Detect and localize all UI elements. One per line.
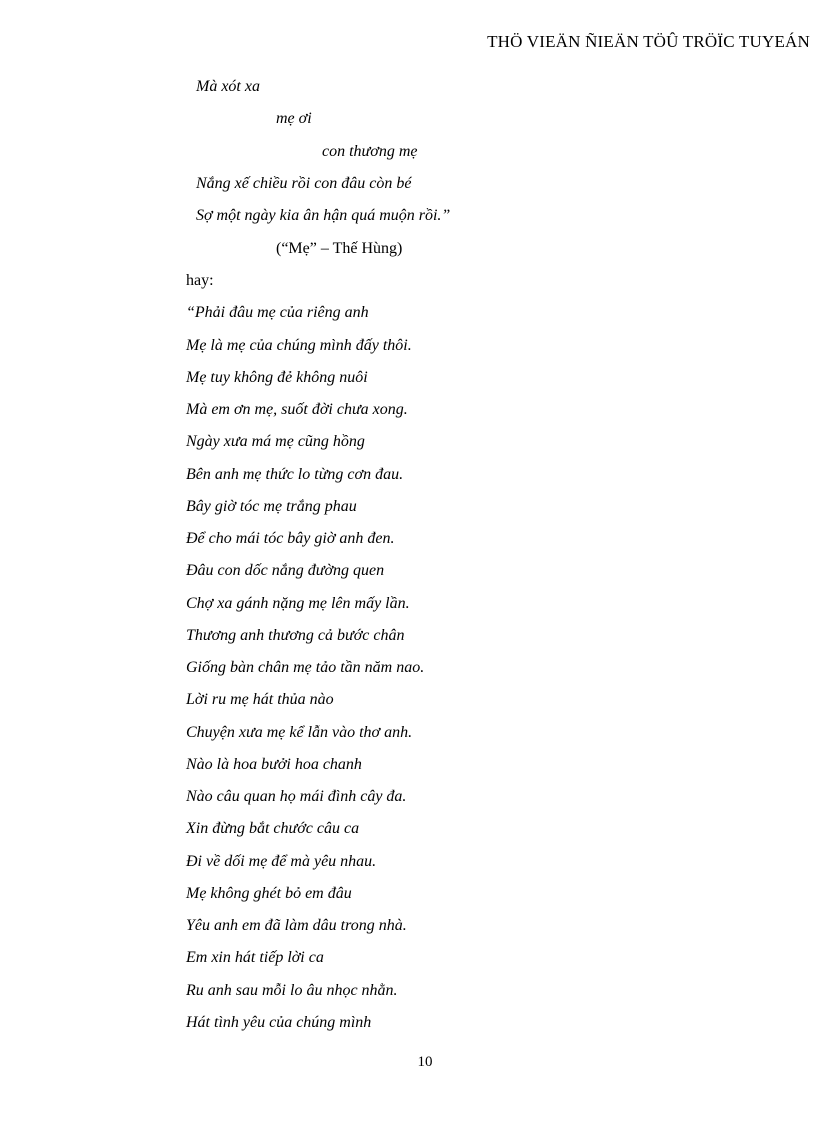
poem-two-line-3: Mẹ tuy không đẻ không nuôi: [186, 369, 368, 386]
poem-one-line-2: mẹ ơi: [276, 110, 312, 127]
poem-two-line-18: Đi về dối mẹ để mà yêu nhau.: [186, 853, 377, 870]
page-number: 10: [417, 1054, 433, 1070]
poem-two-line-8: Để cho mái tóc bây giờ anh đen.: [186, 530, 395, 547]
poem-one-line-3: con thương mẹ: [322, 143, 418, 160]
poem-two-line-13: Lời ru mẹ hát thủa nào: [186, 691, 334, 708]
poem-two-line-17: Xin đừng bắt chước câu ca: [186, 820, 360, 837]
poem-two-line-5: Ngày xưa má mẹ cũng hồng: [186, 433, 365, 450]
poem-two-line-1: “Phải đâu mẹ của riêng anh: [186, 304, 369, 321]
poem-two-line-14: Chuyện xưa mẹ kể lẫn vào thơ anh.: [186, 724, 413, 741]
poem-two-line-7: Bây giờ tóc mẹ trắng phau: [186, 498, 357, 515]
poem-two-line-4: Mà em ơn mẹ, suốt đời chưa xong.: [186, 401, 408, 418]
poem-two-line-21: Em xin hát tiếp lời ca: [186, 949, 324, 966]
poem-two-line-16: Nào câu quan họ mái đình cây đa.: [186, 788, 407, 805]
poem-two-line-15: Nào là hoa bưởi hoa chanh: [186, 756, 362, 773]
poem-attribution: (“Mẹ” – Thế Hùng): [276, 240, 403, 257]
poem-two-line-6: Bên anh mẹ thức lo từng cơn đau.: [186, 466, 404, 483]
poem-two-line-9: Đâu con dốc nắng đường quen: [186, 562, 385, 579]
poem-two-line-10: Chợ xa gánh nặng mẹ lên mấy lần.: [186, 595, 410, 612]
poem-one-line-1: Mà xót xa: [196, 78, 260, 95]
poem-two-line-12: Giống bàn chân mẹ tảo tần năm nao.: [186, 659, 425, 676]
poem-two-line-2: Mẹ là mẹ của chúng mình đấy thôi.: [186, 337, 412, 354]
poem-two-line-20: Yêu anh em đã làm dâu trong nhà.: [186, 917, 407, 934]
poem-one-line-5: Sợ một ngày kia ân hận quá muộn rồi.”: [196, 207, 451, 224]
transition-text: hay:: [186, 272, 214, 289]
poem-two-line-11: Thương anh thương cả bước chân: [186, 627, 405, 644]
page-header-title: THÖ VIEÄN ÑIEÄN TÖÛ TRÖÏC TUYEÁN: [487, 32, 810, 51]
poem-two-line-19: Mẹ không ghét bỏ em đâu: [186, 885, 352, 902]
poem-one-line-4: Nắng xế chiều rồi con đâu còn bé: [196, 175, 412, 192]
poem-two-line-23: Hát tình yêu của chúng mình: [186, 1014, 372, 1031]
poem-two-line-22: Ru anh sau mỗi lo âu nhọc nhằn.: [186, 982, 398, 999]
